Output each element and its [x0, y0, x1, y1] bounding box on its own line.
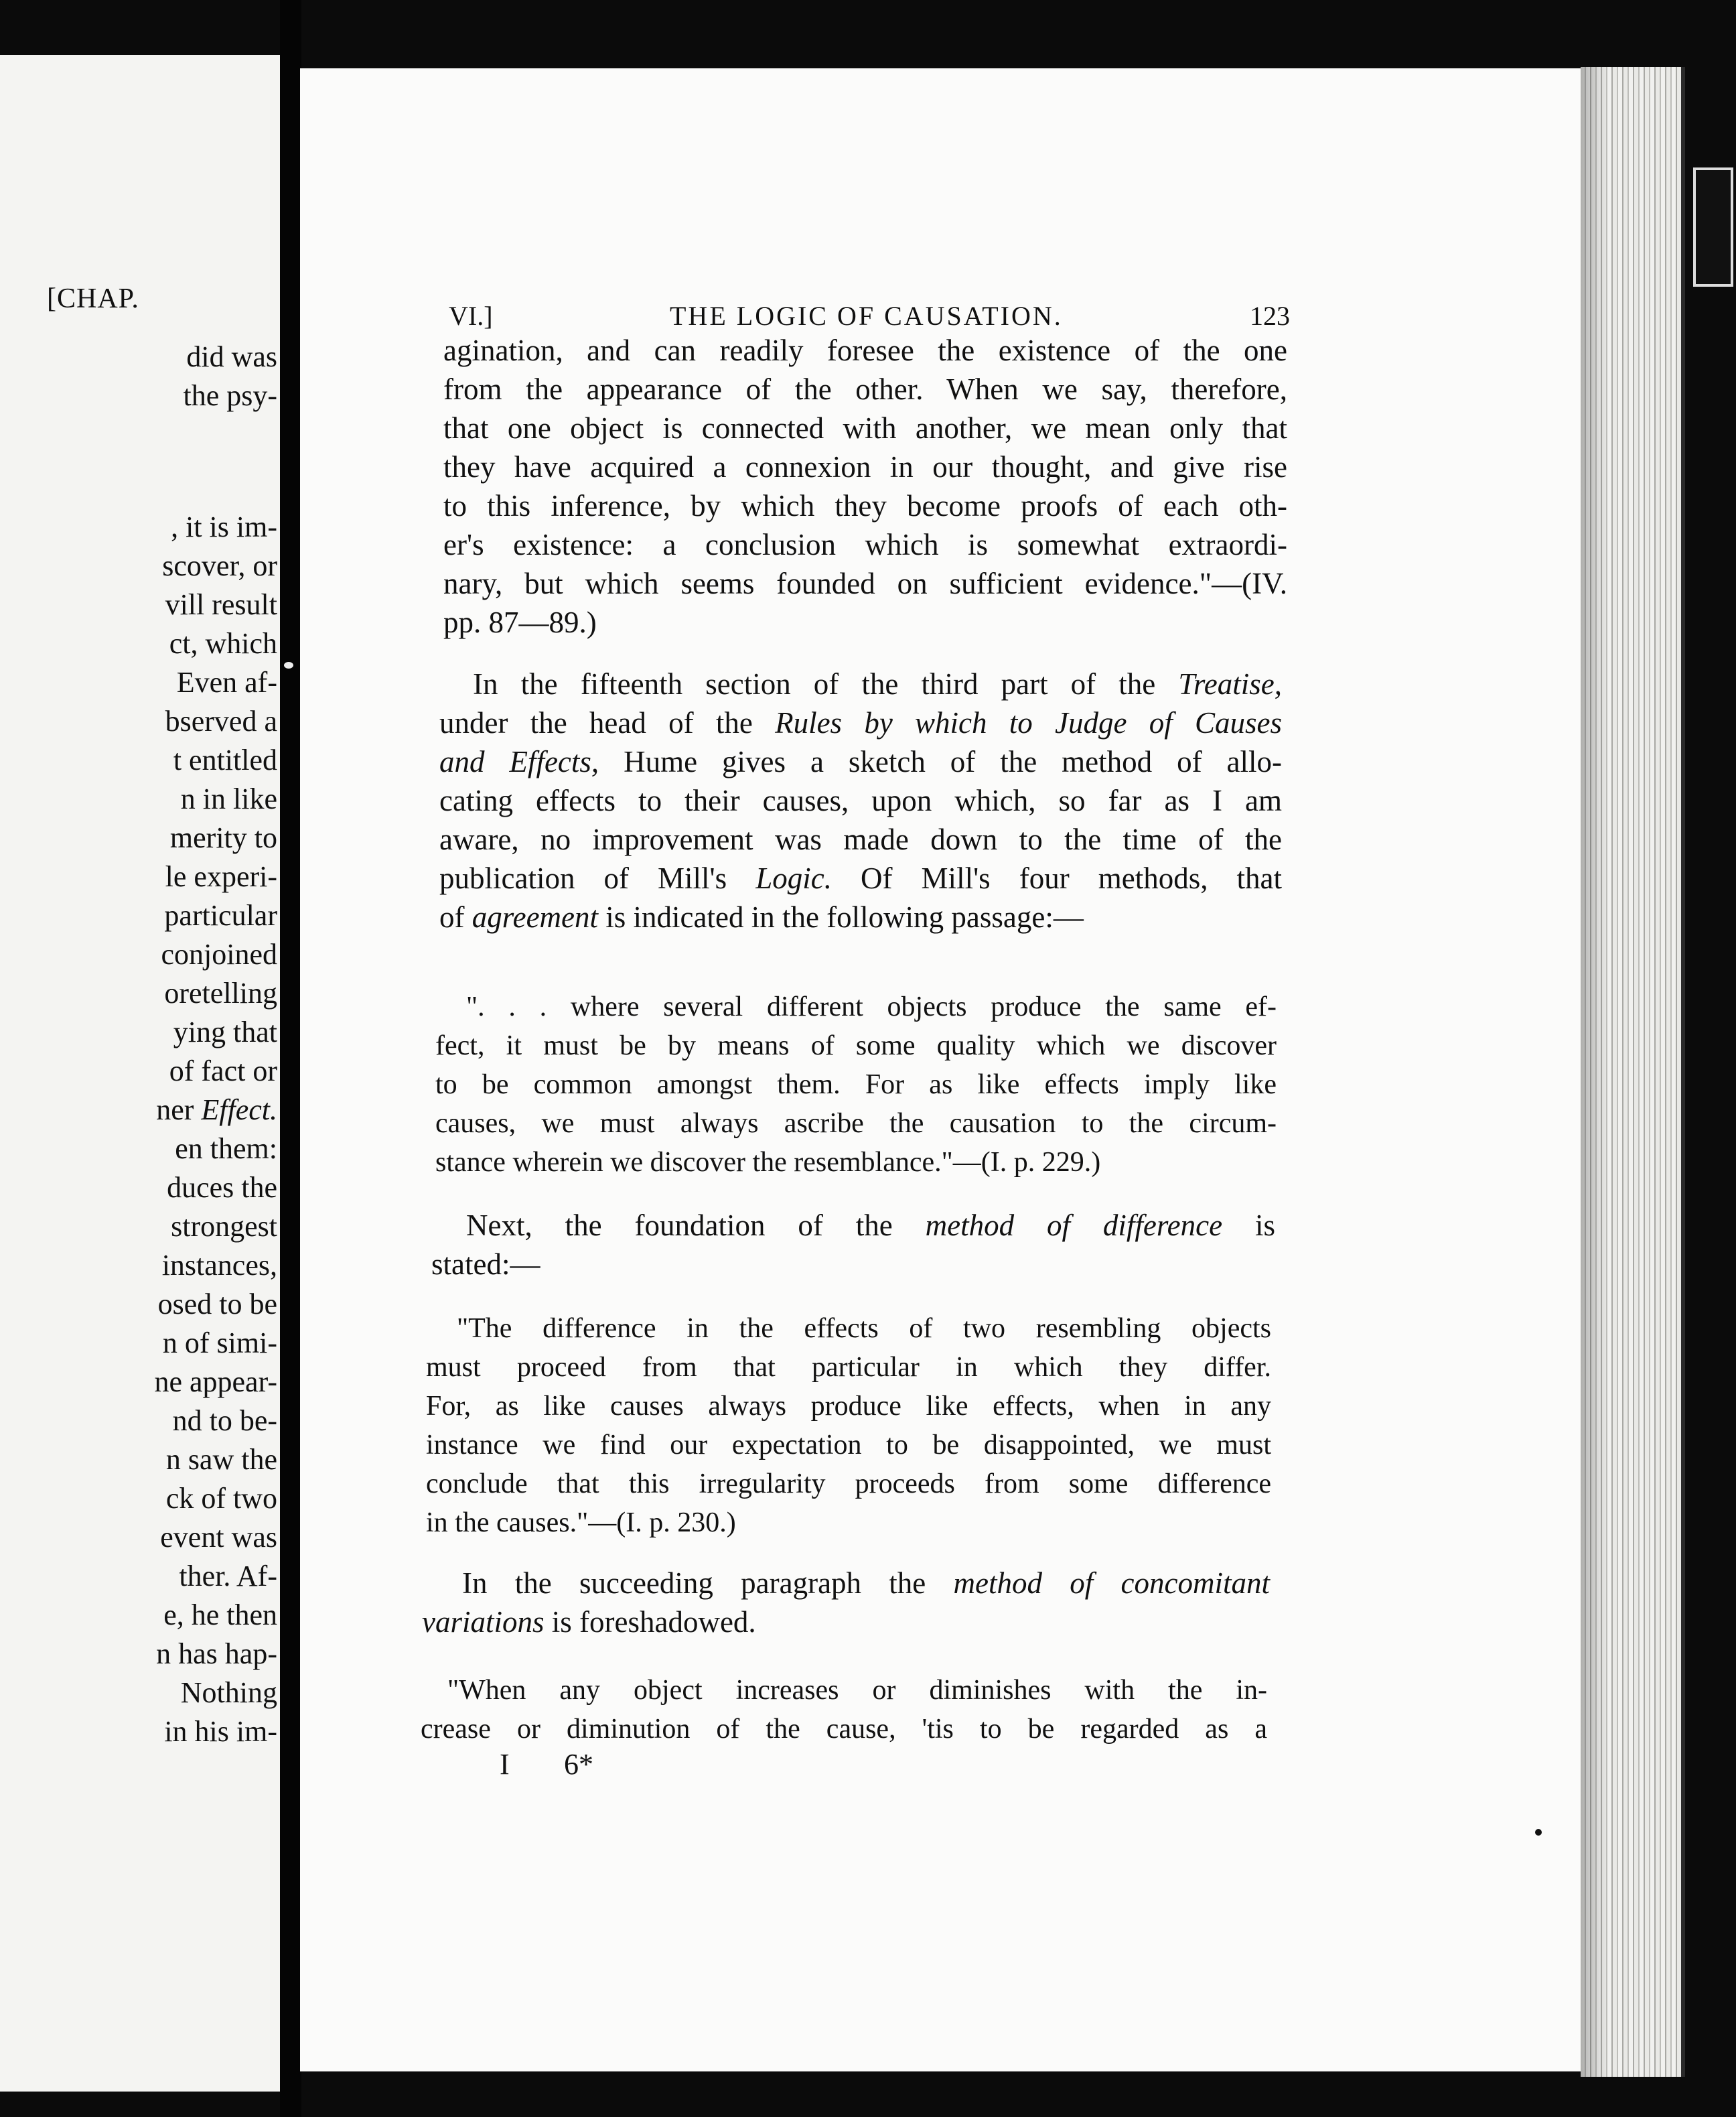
left-page-line: the psy- [183, 379, 277, 412]
text-line: ". . . where several different objects produce the same ef- [466, 992, 1277, 1022]
left-page-line: osed to be [157, 1288, 277, 1320]
left-page-line: scover, or [162, 549, 277, 582]
left-page-line: n in like [180, 782, 277, 815]
bookmark-tab [1693, 167, 1733, 287]
italic-variations: variations [422, 1605, 545, 1639]
text-line: nary, but which seems founded on sufficient evidence."—(IV. [443, 567, 1287, 600]
italic-treatise: Treatise, [1178, 667, 1282, 701]
left-page-line: le experi- [165, 860, 277, 893]
quote-difference [426, 1309, 1271, 1542]
left-page-line: event was [160, 1521, 277, 1554]
italic-logic: Logic. [755, 862, 832, 895]
left-page-line: en them: [175, 1132, 277, 1165]
signature-letter: I [500, 1748, 510, 1781]
left-page-line: e, he then [163, 1598, 277, 1631]
left-page-line: n saw the [165, 1443, 277, 1476]
text-line: they have acquired a connexion in our thought, and give rise [443, 450, 1287, 484]
left-page-line: Even af- [176, 666, 277, 699]
text-line: stated:— [431, 1247, 540, 1281]
italic-effects: and Effects, [439, 745, 599, 778]
scan-speck [1535, 1829, 1542, 1836]
text-line: must proceed from that particular in which they differ. [426, 1352, 1271, 1383]
text-line: stance wherein we discover the resemblance."—(I. p. 229.) [435, 1147, 1101, 1178]
text-line: causes, we must always ascribe the causation to the circum- [435, 1108, 1277, 1139]
left-page-line: ying that [173, 1016, 277, 1048]
left-page-line: nd to be- [172, 1404, 277, 1437]
text-line: For, as like causes always produce like effects, when in any [426, 1391, 1271, 1422]
text-line: instance we find our expectation to be disappointed, we must [426, 1430, 1271, 1460]
left-page-line: merity to [169, 821, 277, 854]
left-page-line: t entitled [173, 744, 277, 776]
left-page-line: Nothing [180, 1676, 277, 1709]
text-line: from the appearance of the other. When we say, therefore, [443, 372, 1287, 406]
running-head-chapter: VI.] [449, 301, 493, 331]
chapter-mark: [CHAP. [47, 283, 139, 314]
book-gutter [280, 0, 301, 2117]
left-page-line: n of simi- [162, 1326, 277, 1359]
text-line: er's existence: a conclusion which is somewhat extraordi- [443, 528, 1287, 561]
page-edges [1581, 67, 1685, 2077]
italic-method-of-concomitant: method of concomitant [953, 1566, 1270, 1600]
text-line: cating effects to their causes, upon which, so far as I am [439, 784, 1282, 817]
text-line: to this inference, by which they become proofs of each oth- [443, 489, 1287, 523]
text-line: pp. 87—89.) [443, 606, 597, 639]
paragraph-concomitant: In the succeeding paragraph the method of concomitant variations is foreshadowed. [422, 1566, 1270, 1639]
text-line: "When any object increases or diminishes with the in- [447, 1675, 1267, 1706]
text-line: that one object is connected with another, we mean only that [443, 411, 1287, 445]
left-page-line: n has hap- [156, 1637, 277, 1670]
left-page-line: conjoined [161, 938, 277, 971]
left-page-line: vill result [165, 588, 277, 621]
left-page-line: ck of two [165, 1482, 277, 1515]
running-head-title: THE LOGIC OF CAUSATION. [670, 301, 1063, 331]
left-page-line: oretelling [164, 977, 277, 1010]
paragraph-continued [443, 331, 1287, 642]
text-line: crease or diminution of the cause, 'tis to be regarded as a [421, 1714, 1267, 1745]
text-line: in the causes."—(I. p. 230.) [426, 1507, 736, 1538]
paragraph-treatise: In the fifteenth section of the third part of the Treatise, under the head of the Rules by which to Judge of Causes and Effects, Hume gives a sketch of the method of allo- cating effects to their causes, upon which, so far as I am aware, no improvement was made down to the time of the publication of Mill's Logic. Of Mill's four methods, that of agreement is indicated in the following passage:— [439, 667, 1283, 934]
quote-agreement [435, 987, 1277, 1182]
left-page-line: , it is im- [171, 510, 277, 543]
text-line: conclude that this irregularity proceeds from some difference [426, 1469, 1271, 1499]
text-line: "The difference in the effects of two resembling objects [457, 1313, 1271, 1344]
left-page-line: ne appear- [154, 1365, 277, 1398]
left-page-line: ner Effect. [156, 1093, 277, 1126]
left-page-line: of fact or [169, 1054, 277, 1087]
left-page-line: ther. Af- [179, 1560, 277, 1592]
left-page-line: instances, [161, 1249, 277, 1282]
italic-agreement: agreement [472, 900, 599, 934]
left-page-line: duces the [167, 1171, 277, 1204]
text-line: aware, no improvement was made down to the time of the [439, 823, 1282, 856]
text-line: to be common amongst them. For as like effects imply like [435, 1069, 1277, 1100]
italic-rules: Rules by which to Judge of Causes [775, 706, 1282, 740]
left-page-line: particular [164, 899, 277, 932]
left-page-line: did was [186, 340, 277, 373]
italic-method-of-difference: method of difference [925, 1209, 1223, 1242]
left-page-line: bserved a [165, 705, 277, 738]
left-page-line: in his im- [164, 1715, 277, 1748]
left-page-line: strongest [171, 1210, 277, 1243]
text-line: agination, and can readily foresee the existence of the one [443, 334, 1287, 367]
signature-mark: 6* [564, 1748, 593, 1781]
left-page-line: ct, which [169, 627, 277, 660]
page-number: 123 [1250, 301, 1290, 331]
scan-speck [284, 662, 293, 669]
text-line: fect, it must be by means of some quality which we discover [435, 1030, 1277, 1061]
quote-concomitant [421, 1671, 1267, 1749]
left-page [0, 55, 280, 2092]
paragraph-difference: Next, the foundation of the method of difference is stated:— [431, 1206, 1275, 1284]
